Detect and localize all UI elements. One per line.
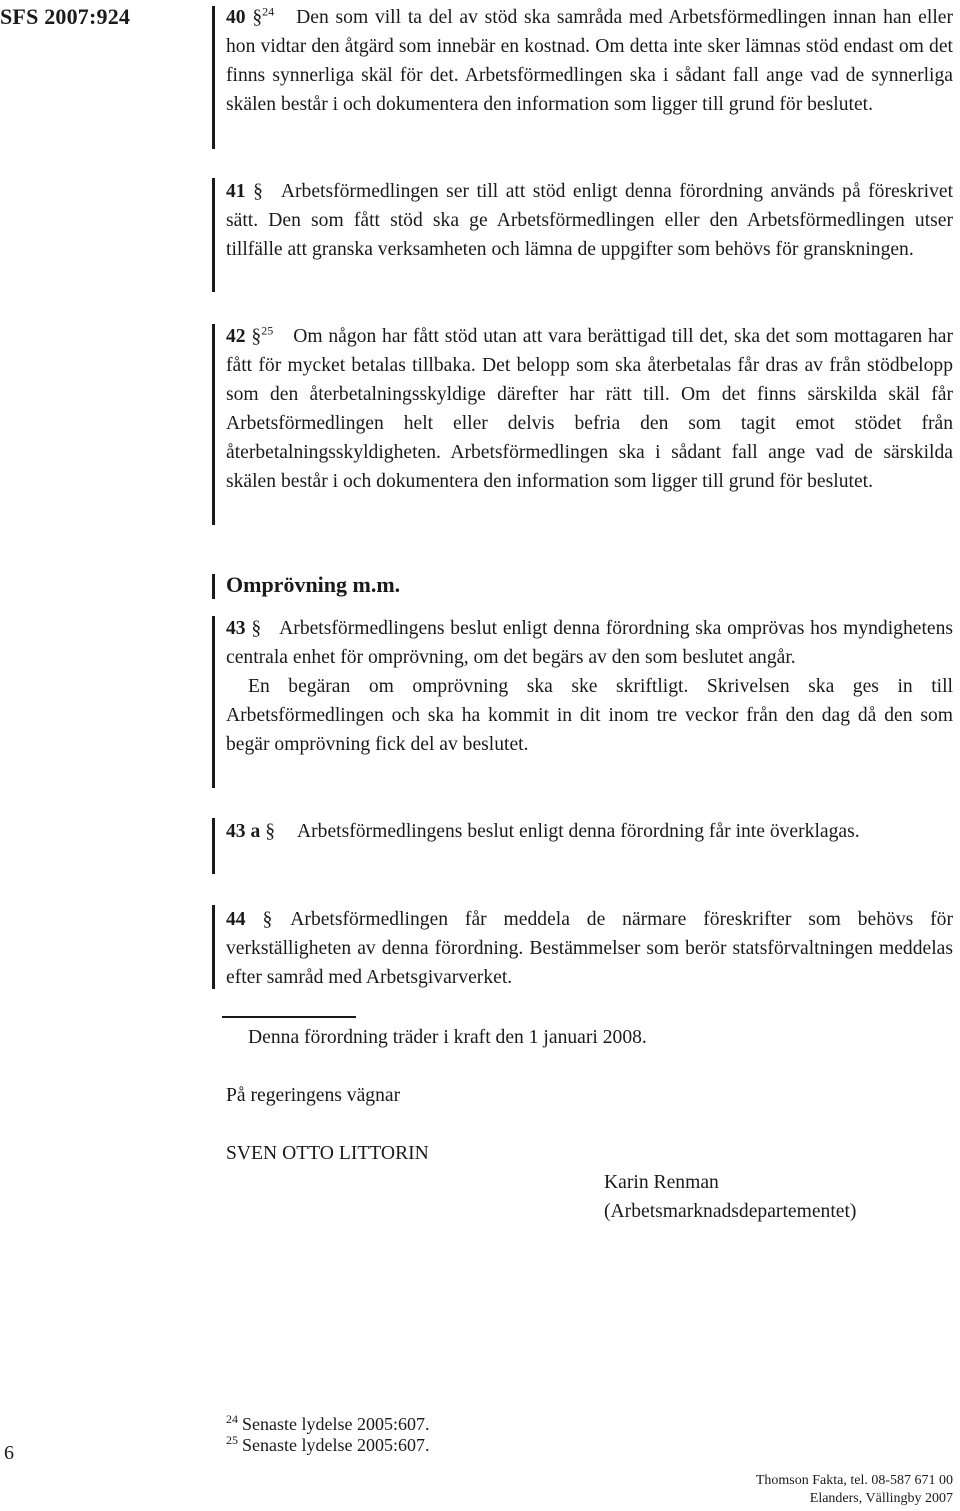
- section-number: 44: [226, 909, 246, 930]
- change-bar: [212, 574, 215, 599]
- paragraph-sign: §: [251, 618, 262, 639]
- section-number: 43 a: [226, 821, 261, 842]
- section-number: 41: [226, 181, 246, 202]
- change-bar: [212, 905, 215, 989]
- change-bar: [212, 324, 215, 525]
- section-42: [226, 322, 953, 496]
- section-text: Arbetsförmedlingen ser till att stöd enligt denna förordning används på föreskrivet sätt. Den som fått stöd ska ge Arbetsförmedlingen eller den Arbetsförmedlingen utser tillfälle att granska verksamheten och lämna de uppgifter som behövs för granskningen.: [226, 181, 954, 260]
- section-40: [226, 3, 953, 119]
- change-bar: [212, 818, 215, 874]
- section-text-2: En begäran om omprövning ska ske skriftligt. Skrivelsen ska ges in till Arbetsförmedlingen och ska ha kommit in dit inom tre veckor från den dag då den som begär omprövning fick del av beslutet.: [226, 676, 953, 755]
- section-43: [226, 614, 953, 759]
- section-heading: Omprövning m.m.: [226, 572, 401, 597]
- section-text: Den som vill ta del av stöd ska samråda med Arbetsförmedlingen innan han eller hon vidtar den åtgärd som innebär en kostnad. Om detta inte sker lämnas stöd endast om det finns synnerliga skäl för det. Arbetsförmedlingen ska i sådant fall ange vad de synnerliga skälen består i och dokumentera den information som ligger till grund för beslutet.: [226, 7, 953, 115]
- official-name: Karin Renman: [604, 1172, 719, 1193]
- paragraph-sign: §: [262, 909, 273, 930]
- closing-divider: [222, 1016, 356, 1018]
- printer-line: Elanders, Vällingby 2007: [809, 1491, 953, 1506]
- footnote-number: 24: [226, 1412, 238, 1426]
- paragraph-sign: §: [251, 326, 262, 347]
- sfs-number: SFS 2007:924: [0, 4, 131, 29]
- section-text: Om någon har fått stöd utan att vara berättigad till det, ska det som mottagaren har fått för mycket betalas tillbaka. Det belopp som ska återbetalas får dras av från stödbelopp som den återbetalningsskyldige därefter har rätt till. Om det finns särskilda skäl får Arbetsförmedlingen helt eller delvis befria den som tagit emot stödet från återbetalningsskyldigheten. Arbetsförmedlingen ska i sådant fall ange vad de särskilda skälen består i och dokumentera den information som ligger till grund för beslutet.: [226, 326, 953, 492]
- section-number: 40: [226, 7, 246, 28]
- footnote-ref: 24: [262, 4, 275, 19]
- section-43a: [226, 817, 953, 846]
- change-bar: [212, 178, 215, 292]
- footnote: [226, 1435, 429, 1455]
- paragraph-sign: §: [252, 7, 263, 28]
- page-number: 6: [4, 1442, 14, 1464]
- paragraph-sign: §: [265, 821, 275, 842]
- footnote-text: Senaste lydelse 2005:607.: [242, 1414, 430, 1434]
- section-41: [226, 177, 953, 264]
- section-44: [226, 905, 953, 992]
- section-number: 43: [226, 618, 246, 639]
- section-text: Arbetsförmedlingens beslut enligt denna förordning ska omprövas hos myndighetens centrala enhet för omprövning, om det begärs av den som beslutet angår.: [226, 618, 954, 668]
- section-number: 42: [226, 326, 246, 347]
- on-behalf-line: På regeringens vägnar: [226, 1085, 401, 1106]
- department-name: (Arbetsmarknadsdepartementet): [604, 1201, 857, 1222]
- effective-date: Denna förordning träder i kraft den 1 januari 2008.: [248, 1027, 647, 1048]
- footnote-ref: 25: [261, 323, 274, 338]
- paragraph-sign: §: [253, 181, 263, 202]
- change-bar: [212, 6, 215, 149]
- change-bar: [212, 616, 215, 788]
- section-text: Arbetsförmedlingen får meddela de närmare föreskrifter som behövs för verkställigheten av denna förordning. Bestämmelser som berör statsförvaltningen meddelas efter samråd med Arbetsgivarverket.: [226, 909, 953, 988]
- minister-signature: SVEN OTTO LITTORIN: [226, 1143, 429, 1164]
- footnote-text: Senaste lydelse 2005:607.: [242, 1435, 430, 1455]
- footnote: [226, 1414, 429, 1434]
- printer-line: Thomson Fakta, tel. 08-587 671 00: [755, 1473, 953, 1488]
- footnote-number: 25: [226, 1433, 238, 1447]
- section-text: Arbetsförmedlingens beslut enligt denna förordning får inte överklagas.: [297, 821, 860, 842]
